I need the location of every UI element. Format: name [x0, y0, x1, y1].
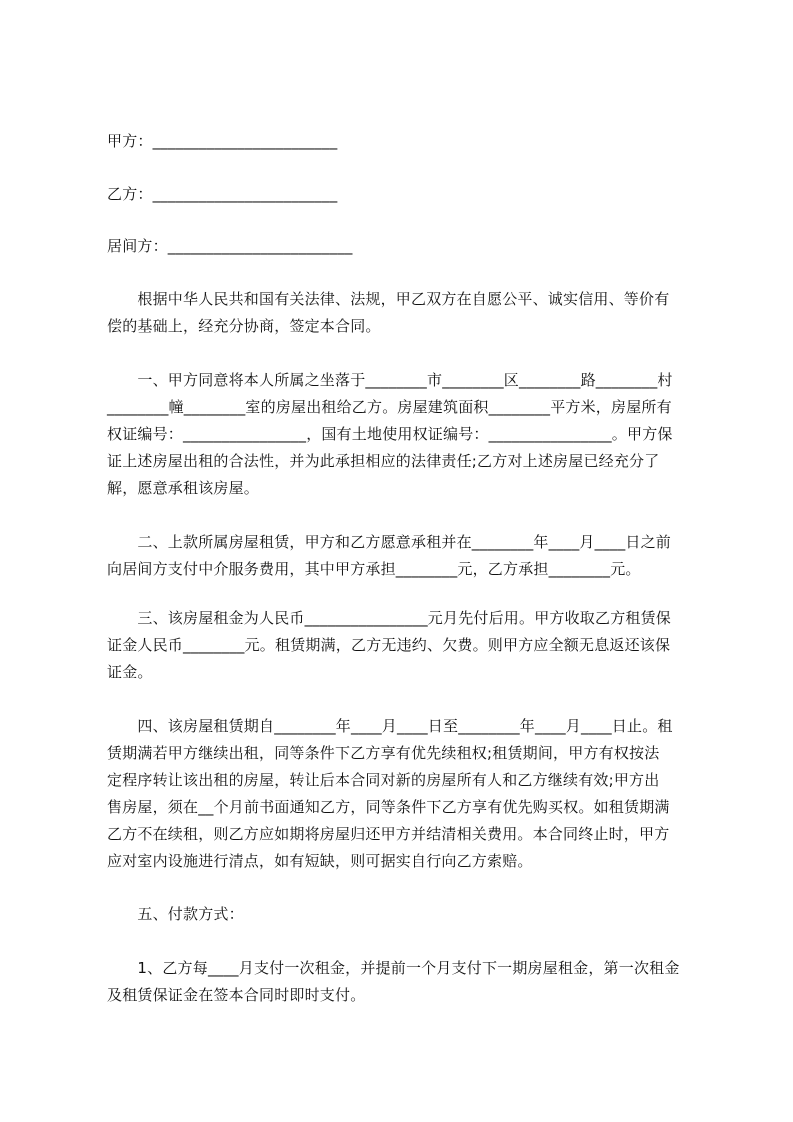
clause-1-line: 解，愿意承租该房屋。 [107, 479, 260, 497]
clause-4-line: 应对室内设施进行清点，如有短缺，则可据实自行向乙方索赔。 [107, 852, 533, 870]
clause-2-line: 二、上款所属房屋租赁，甲方和乙方愿意承租并在________年____月____日之前 [107, 533, 672, 551]
clause-3-line: 证金。 [107, 663, 153, 681]
clause-4-line: 赁期满若甲方继续出租，同等条件下乙方享有优先续租权;租赁期间，甲方有权按法 [107, 744, 660, 762]
clause-1-line: ________幢________室的房屋出租给乙方。房屋建筑面积________平方米，房屋所有 [107, 398, 672, 416]
clause-4-line: 售房屋，须在__个月前书面通知乙方，同等条件下乙方享有优先购买权。如租赁期满 [107, 798, 670, 816]
clause-5-1-line: 及租赁保证金在签本合同时即时支付。 [107, 986, 366, 1004]
clause-4-line: 四、该房屋租赁期自________年____月____日至________年____月____日止。租 [107, 717, 673, 735]
intro-line: 根据中华人民共和国有关法律、法规，甲乙双方在自愿公平、诚实信用、等价有 [107, 290, 670, 308]
clause-2-line: 向居间方支付中介服务费用，其中甲方承担________元，乙方承担________元。 [107, 560, 641, 578]
intermediary-line: 居间方：________________________ [107, 237, 353, 255]
clause-5-1-line: 1、乙方每____月支付一次租金，并提前一个月支付下一期房屋租金，第一次租金 [107, 959, 680, 977]
clause-1-line: 一、甲方同意将本人所属之坐落于________市________区________路________村 [107, 371, 673, 389]
clause-3-line: 证金人民币________元。租赁期满，乙方无违约、欠费。则甲方应全额无息返还该保 [107, 636, 671, 654]
clause-5-title: 五、付款方式： [107, 905, 244, 923]
clause-4-line: 乙方不在续租，则乙方应如期将房屋归还甲方并结清相关费用。本合同终止时，甲方 [107, 825, 670, 843]
clause-4-line: 定程序转让该出租的房屋，转让后本合同对新的房屋所有人和乙方继续有效;甲方出 [107, 771, 660, 789]
party-a-line: 甲方：________________________ [107, 132, 338, 150]
party-b-line: 乙方：________________________ [107, 185, 338, 203]
intro-line: 偿的基础上，经充分协商，签定本合同。 [107, 317, 381, 335]
clause-1-line: 证上述房屋出租的合法性，并为此承担相应的法律责任;乙方对上述房屋已经充分了 [107, 452, 660, 470]
clause-1-line: 权证编号：________________，国有土地使用权证编号：________________。甲方保 [107, 425, 673, 443]
clause-3-line: 三、该房屋租金为人民币________________元月先付后用。甲方收取乙方租赁保 [107, 609, 672, 627]
